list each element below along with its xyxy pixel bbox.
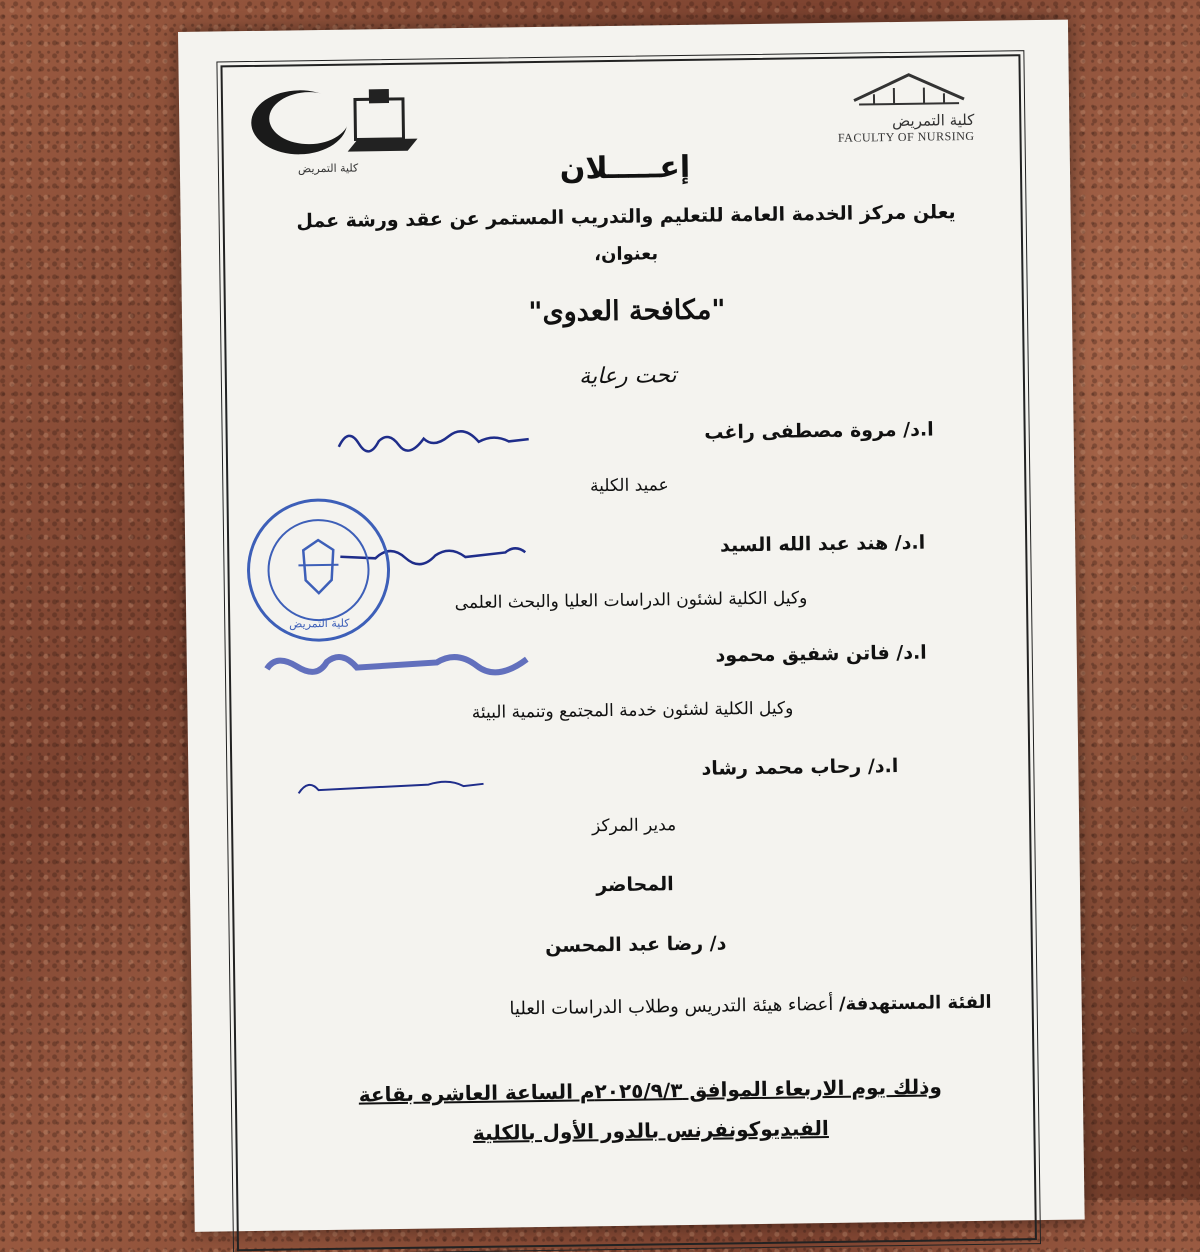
dean-signature — [333, 419, 534, 462]
announcement-title: إعـــــلان — [180, 145, 1070, 192]
lecturer-name: د/ رضا عبد المحسن — [191, 927, 1081, 961]
target-audience-label: الفئة المستهدفة/ — [839, 992, 992, 1015]
schedule-line-1: وذلك يوم الاربعاء الموافق ٢٠٢٥/٩/٣م الساعة العاشره بقاعة — [303, 1066, 998, 1116]
center-director-role: مدير المركز — [189, 809, 1079, 841]
vice-dean-graduate-name: ا.د/ هند عبد الله السيد — [720, 532, 925, 557]
workshop-title: "مكافحة العدوى" — [182, 290, 1072, 333]
announcement-paper — [178, 20, 1085, 1232]
vice-dean-community-name: ا.د/ فاتن شفيق محمود — [715, 642, 926, 667]
dean-name: ا.د/ مروة مصطفى راغب — [704, 418, 934, 443]
schedule — [303, 1066, 999, 1156]
dean-role: عميد الكلية — [184, 470, 1074, 502]
intro-line-1: يعلن مركز الخدمة العامة للتعليم والتدريب المستمر عن عقد ورشة عمل — [271, 201, 956, 233]
stamp-caption: كلية التمريض — [244, 616, 394, 631]
faculty-name-ar: كلية التمريض — [824, 111, 974, 131]
center-director-signature — [288, 756, 489, 809]
target-audience-text: أعضاء هيئة التدريس وطلاب الدراسات العليا — [509, 994, 833, 1020]
patronage-label: تحت رعاية — [183, 358, 1073, 395]
schedule-line-2: الفيديوكونفرنس بالدور الأول بالكلية — [303, 1106, 998, 1156]
faculty-name-en: FACULTY OF NURSING — [824, 129, 974, 146]
intro-line-2: بعنوان، — [181, 238, 1071, 271]
faculty-stamp — [242, 494, 394, 646]
left-logo-caption: كلية التمريض — [298, 161, 358, 175]
eagle-emblem-icon — [303, 540, 334, 593]
faculty-building-icon — [849, 69, 970, 111]
center-director-name: ا.د/ رحاب محمد رشاد — [701, 755, 898, 780]
vice-dean-graduate-role: وكيل الكلية لشئون الدراسات العليا والبحث العلمى — [186, 585, 1076, 617]
lecturer-label: المحاضر — [190, 867, 1080, 901]
vice-dean-community-role: وكيل الكلية لشئون خدمة المجتمع وتنمية البيئة — [187, 695, 1077, 727]
